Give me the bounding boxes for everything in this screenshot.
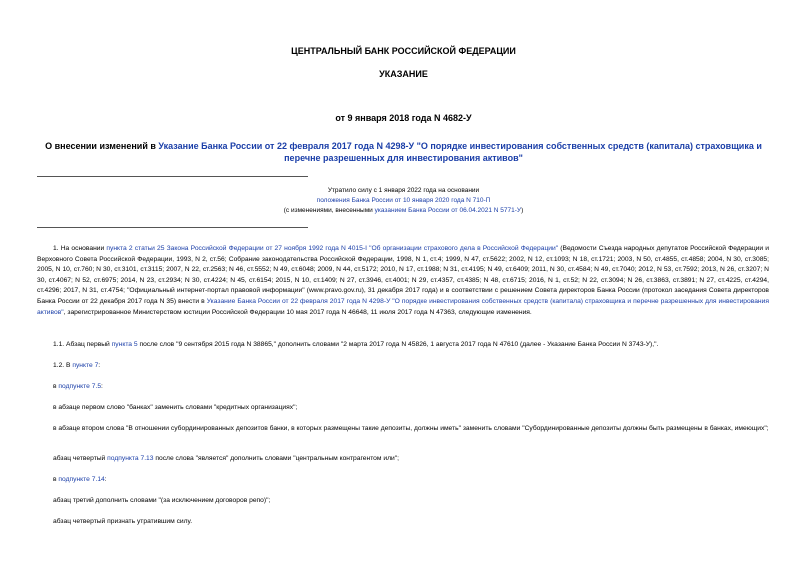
status-line-3-suffix: ) (521, 207, 524, 214)
paragraph-1 (37, 244, 769, 318)
status-line-3-prefix: (с изменениями, внесенными (283, 207, 375, 214)
amendment-first-paragraph: в абзаце первом слово "банках" заменить словами "кредитных организациях"; (53, 404, 298, 411)
p12e-prefix: в (53, 476, 59, 483)
p12e-suffix: : (104, 476, 107, 483)
link-subpoint-7-13[interactable]: подпункта 7.13 (107, 455, 154, 462)
document-title (40, 140, 767, 164)
law-link[interactable]: пункта 2 статьи 25 Закона Российской Федерации от 27 ноября 1992 года N 4015-I "Об организации страхового дела в Российской Федерации" (106, 245, 559, 252)
amendment-third-paragraph: абзац третий дополнить словами "(за исключением договоров репо)"; (53, 497, 271, 504)
link-subpoint-7-5[interactable]: подпункте 7.5 (58, 383, 102, 390)
p12d-suffix: после слова "является" дополнить словами "центральным контрагентом или"; (153, 455, 399, 462)
paragraph-1-1 (53, 340, 769, 351)
p12-prefix: 1.2. В (53, 362, 73, 369)
directive-link[interactable]: Указание Банка России от 22 февраля 2017 года N 4298-У "О порядке инвестирования собственных средств (капитала) страховщика и перечне разрешенных для инвестирования активов" (37, 297, 769, 316)
document-date: от 9 января 2018 года N 4682-У (335, 113, 472, 123)
status-line-1: Утратило силу с 1 января 2022 года на основании (327, 187, 480, 194)
subpoint-7-5 (53, 382, 769, 393)
amendment-second-paragraph: в абзаце втором слова "В отношении субординированных депозитов банки, в которых размещены такие депозиты, должны иметь" заменить словами "Субординированные депозиты должны быть размещены в банках, имеющих"; (53, 425, 769, 432)
status-link-regulation[interactable]: положения Банка России от 10 января 2020 года N 710-П (316, 197, 491, 204)
document-type: УКАЗАНИЕ (379, 69, 428, 79)
link-point-5[interactable]: пункта 5 (111, 341, 138, 348)
issuer-heading: ЦЕНТРАЛЬНЫЙ БАНК РОССИЙСКОЙ ФЕДЕРАЦИИ (291, 46, 516, 56)
divider-top (37, 176, 308, 177)
title-link[interactable]: Указание Банка России от 22 февраля 2017 года N 4298-У "О порядке инвестирования собственных средств (капитала) страховщика и перечне разрешенных для инвестирования активов" (158, 141, 762, 163)
link-subpoint-7-14[interactable]: подпункте 7.14 (58, 476, 105, 483)
p12a-prefix: в (53, 383, 59, 390)
status-note (0, 186, 807, 216)
p1-sources: (Ведомости Съезда народных депутатов Российской Федерации и Верховного Совета Российской Федерации, 1993, N 2, ст.56; Собрание законодательства Российской Федерации, 1998, N 1, ст.4; 1999, N 47, ст.5622; 2002, N 12, ст.1093; N 18, ст.1721; 2003, N 50, ст.4855, ст.4858; 2004, N 30, ст.3085; 2005, N 10, ст.760; N 30, ст.3101, ст.3115; 2007, N 22, ст.2563; N 46, ст.5552; N 49, ст.6048; 2009, N 44, ст.5172; 2010, N 17, ст.1988; N 31, ст.4195; N 49, ст.6409; 2011, N 30, ст.4584; N 49, ст.7040; 2012, N 53, ст.7592; 2013, N 26, ст.3207; N 30, ст.4067; N 52, ст.6975; 2014, N 23, ст.2934; N 30, ст.4224; N 45, ст.6154; 2015, N 10, ст.1409; N 27, ст.3946, ст.4001; N 29, ст.4357, ст.4385; N 48, ст.6715; 2016, N 1, ст.52; N 22, ст.3094; N 26, ст.3863, ст.3891; N 27, ст.4225, ст.4294, ст.4296; 2017, N 31, ст.4754; "Официальный интернет-портал правовой информации" (www.pravo.gov.ru), 31 декабря 2017 года) и в соответствии с решением Совета директоров Банка России (протокол заседания Совета директоров Банка России от 22 декабря 2017 года N 35) внести в (37, 245, 770, 305)
divider-bottom (37, 227, 308, 228)
subpoint-7-14 (53, 475, 769, 486)
p12-suffix: : (98, 362, 101, 369)
p12a-suffix: : (101, 383, 103, 390)
p11-prefix: 1.1. Абзац первый (53, 341, 112, 348)
status-link-amendment[interactable]: указанием Банка России от 06.04.2021 N 5771-У (374, 207, 522, 214)
link-point-7[interactable]: пункте 7 (72, 362, 99, 369)
p11-suffix: после слов "9 сентября 2015 года N 38865," дополнить словами "2 марта 2017 года N 45826, 1 августа 2017 года N 47610 (далее - Указание Банка России N 3743-У),". (137, 341, 659, 348)
p12d-prefix: абзац четвертый (53, 455, 108, 462)
amendment-subpoint-7-13 (53, 454, 769, 465)
title-prefix: О внесении изменений в (45, 141, 159, 151)
paragraph-1-2 (53, 361, 769, 372)
p1-suffix: , зарегистрированное Министерством юстиции Российской Федерации 10 мая 2017 года N 46648, 11 июля 2017 года N 47363, следующие изменения. (63, 308, 532, 316)
p1-prefix: 1. На основании (53, 245, 107, 252)
amendment-fourth-paragraph: абзац четвертый признать утратившим силу. (53, 518, 193, 525)
